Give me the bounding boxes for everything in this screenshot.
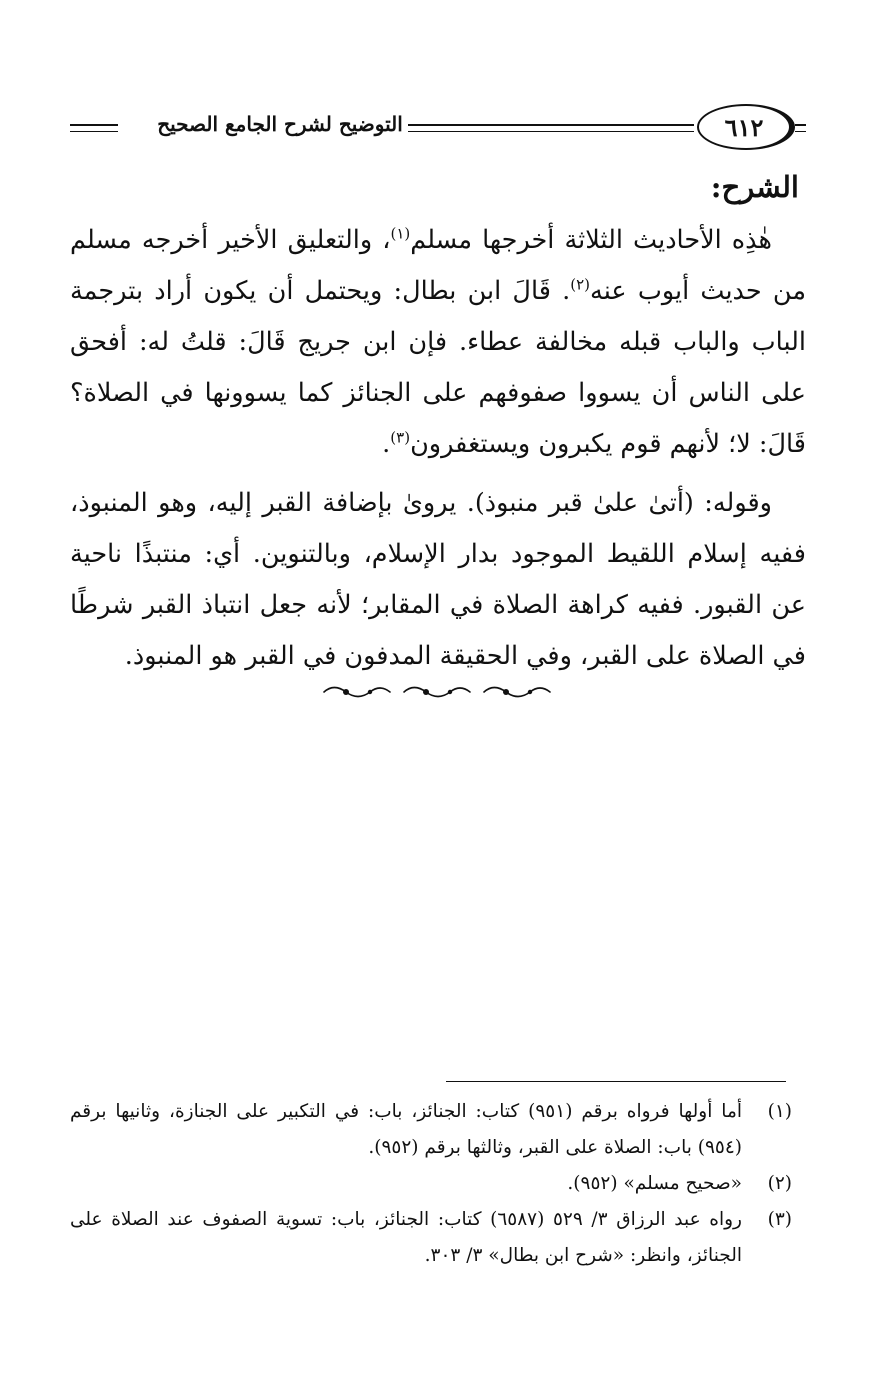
footnote-ref[interactable]: (١) [390, 224, 411, 243]
page-number: ٦١٢ [724, 112, 764, 142]
ornament-divider-icon [320, 680, 552, 704]
footnote-number: (٣) [767, 1209, 792, 1230]
footnote [70, 1166, 792, 1202]
paragraph [70, 478, 806, 682]
paragraph-text: . قَالَ ابن بطال: ويحتمل أن يكون أراد بترجمة الباب والباب قبله مخالفة عطاء. فإن ابن جريج قَالَ: قلتُ له: أفحق على الناس أن يسووا صفوفهم على الجنائز كما يسوونها في الصلاة؟ قَالَ: لا؛ لأنهم قوم يكبرون ويستغفرون [70, 276, 806, 459]
header-rule [408, 124, 694, 126]
header-rule [408, 131, 694, 132]
paragraph [70, 215, 806, 470]
footnote [70, 1202, 792, 1274]
paragraph-text: هٰذِه الأحاديث الثلاثة أخرجها مسلم [410, 225, 772, 255]
footnote-text: أما أولها فرواه برقم (٩٥١) كتاب: الجنائز، باب: في التكبير على الجنازة، وثانيها برقم (٩٥٤) باب: الصلاة على القبر، وثالثها برقم (٩٥٢). [70, 1101, 742, 1158]
section-heading: الشرح: [710, 170, 799, 204]
paragraph-text: وقوله: (أتىٰ علىٰ قبر منبوذ). يروىٰ بإضافة القبر إليه، وهو المنبوذ، ففيه إسلام اللقيط الموجود بدار الإسلام، وبالتنوين. أي: منتبذًا ناحية عن القبور. ففيه كراهة الصلاة في المقابر؛ لأنه جعل انتباذ القبر شرطًا في الصلاة على القبر، وفي الحقيقة المدفون في القبر هو المنبوذ. [70, 488, 806, 671]
header-rule [795, 124, 806, 126]
header-rule [795, 131, 806, 132]
footnote-text: رواه عبد الرزاق ٣/ ٥٢٩ (٦٥٨٧) كتاب: الجنائز، باب: تسوية الصفوف عند الصلاة على الجنائز، وانظر: «شرح ابن بطال» ٣/ ٣٠٣. [70, 1209, 742, 1266]
header-rule [70, 131, 118, 132]
footnotes [70, 1094, 792, 1274]
footnote-number: (٢) [767, 1173, 792, 1194]
paragraph-text: . [382, 429, 391, 459]
footnote-text: «صحيح مسلم» (٩٥٢). [567, 1173, 742, 1194]
running-header [70, 100, 806, 156]
paragraph-text: ، والتعليق الأخير أخرجه مسلم من حديث أيوب عنه [70, 225, 806, 306]
footnote-ref[interactable]: (٣) [390, 428, 411, 447]
body-text [70, 215, 806, 682]
book-title: التوضيح لشرح الجامع الصحيح [157, 112, 403, 136]
footnote-separator [446, 1081, 786, 1082]
header-rule [70, 124, 118, 126]
footnote [70, 1094, 792, 1166]
footnote-ref[interactable]: (٢) [570, 275, 591, 294]
page-number-badge [697, 104, 795, 150]
footnote-number: (١) [767, 1101, 792, 1122]
